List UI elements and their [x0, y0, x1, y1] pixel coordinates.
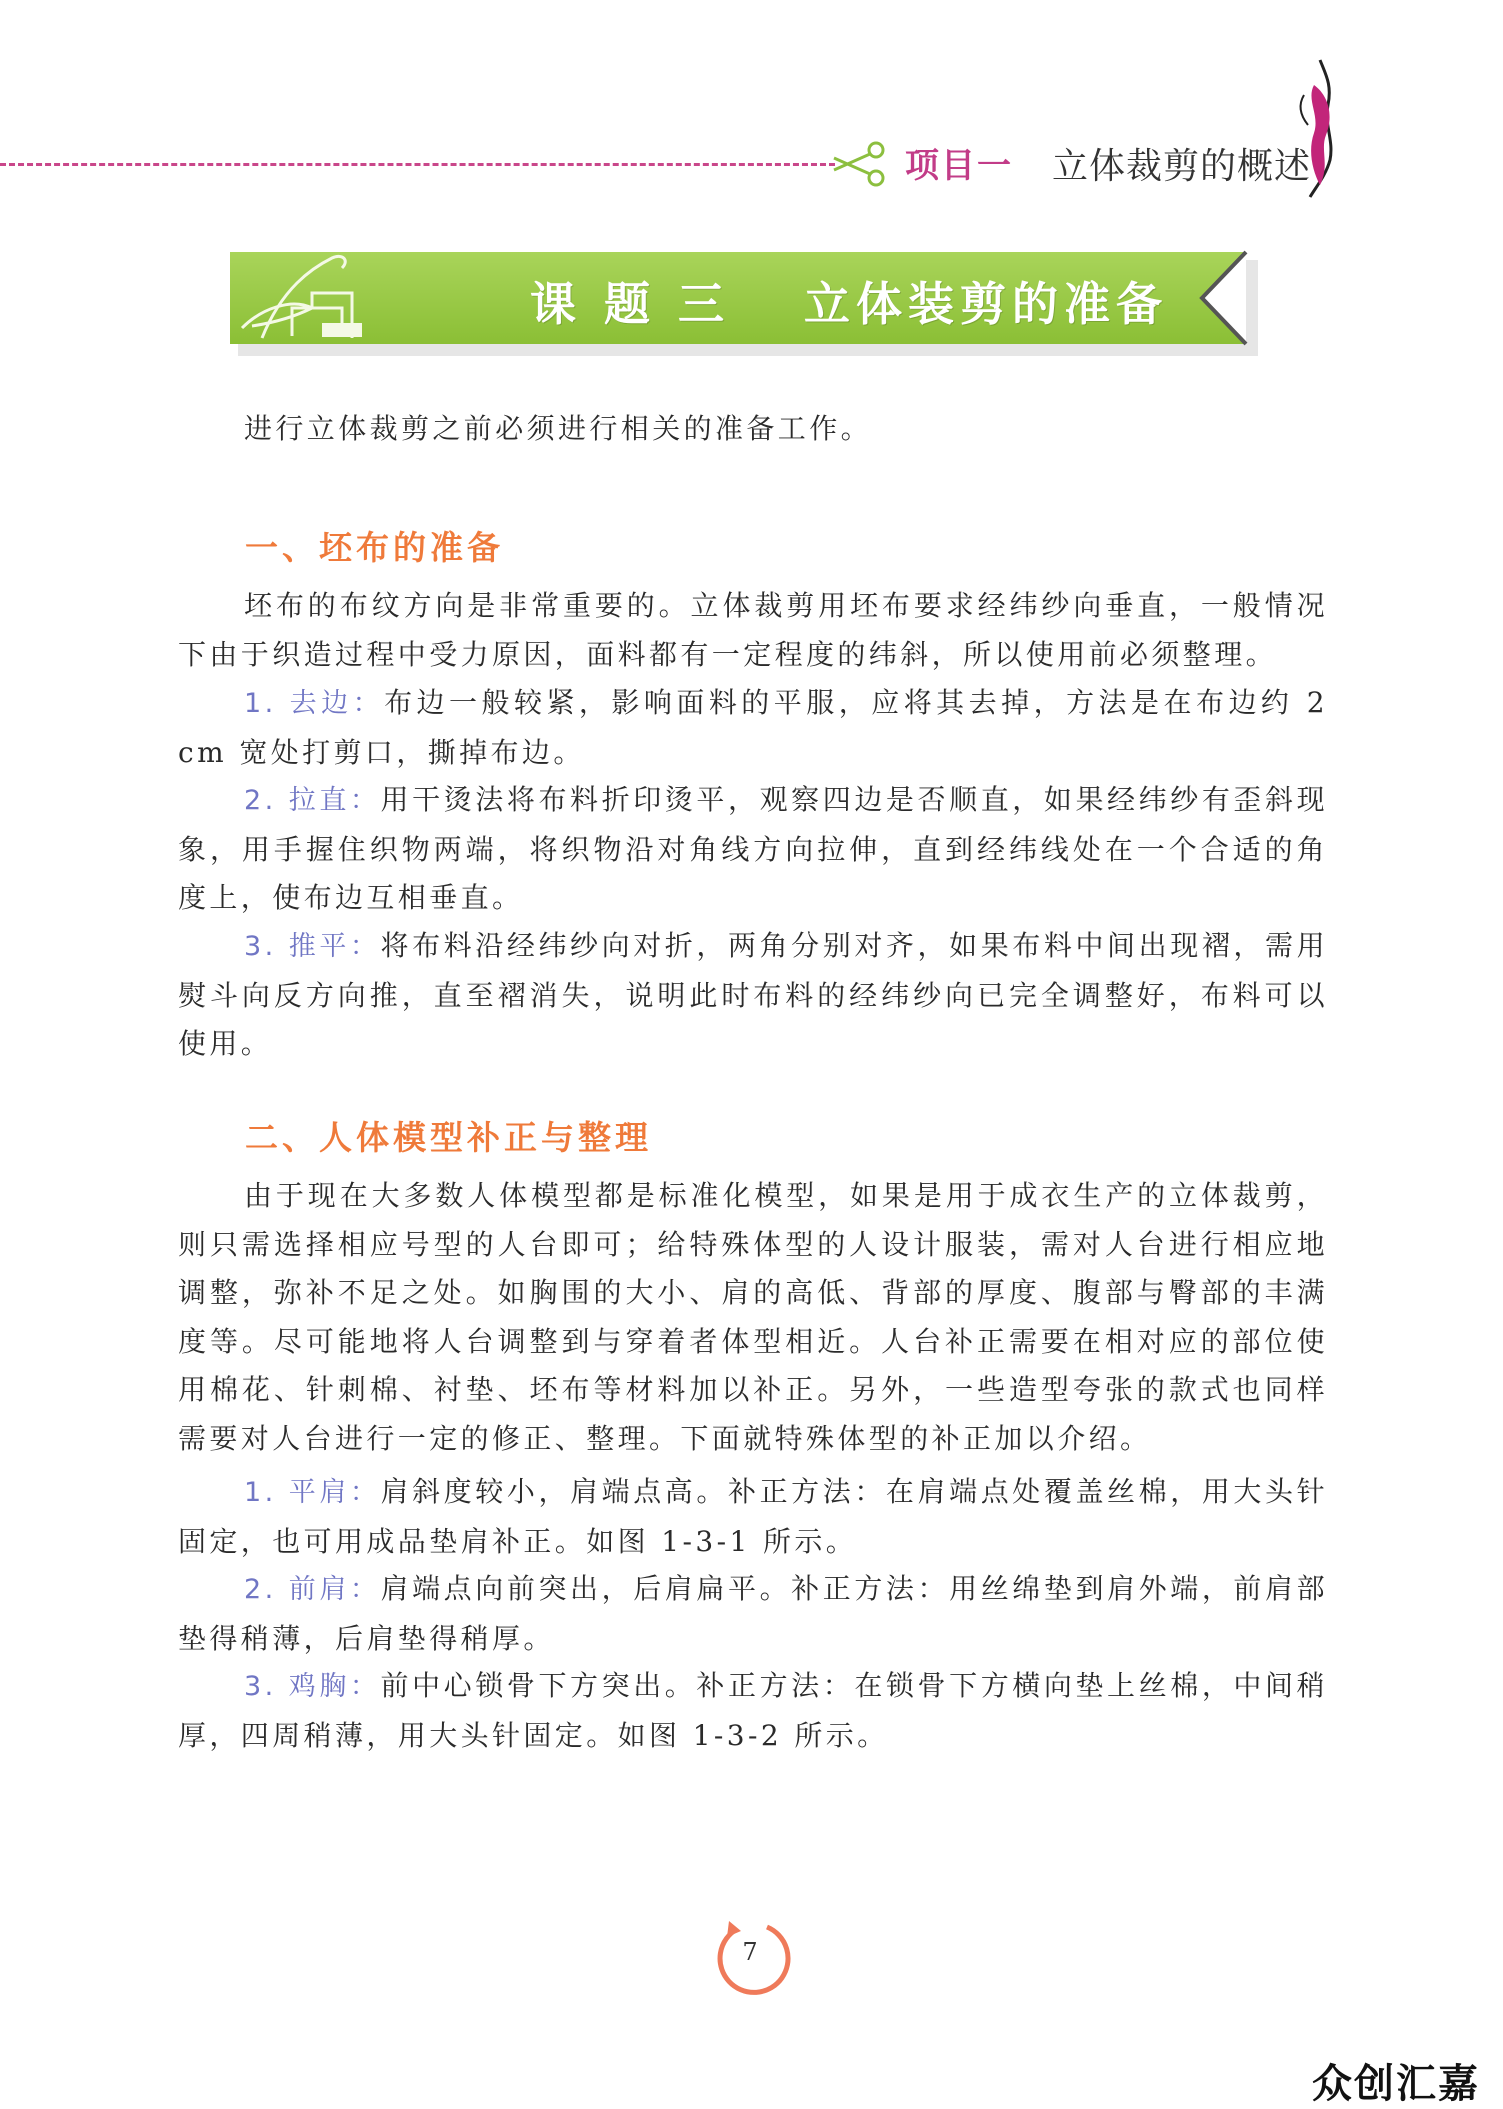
- section-2-heading: 二、人体模型补正与整理: [245, 1118, 652, 1157]
- item-text: 肩斜度较小，肩端点高。补正方法：在肩端点处覆盖丝棉，用大头针固定，也可用成品垫肩补正。如图 1-3-1 所示。: [178, 1475, 1328, 1558]
- section-2-item-2: [178, 1565, 1328, 1663]
- header-dashed-line: [0, 163, 835, 166]
- section-1-paragraph: 坯布的布纹方向是非常重要的。立体裁剪用坯布要求经纬纱向垂直，一般情况下由于织造过程中受力原因，面料都有一定程度的纬斜，所以使用前必须整理。: [178, 589, 1328, 671]
- intro-paragraph: 进行立体裁剪之前必须进行相关的准备工作。: [244, 412, 873, 445]
- item-text: 用干烫法将布料折印烫平，观察四边是否顺直，如果经纬纱有歪斜现象，用手握住织物两端，将织物沿对角线方向拉伸，直到经纬线处在一个合适的角度上，使布边互相垂直。: [178, 783, 1328, 914]
- item-label: 1. 平肩：: [244, 1477, 381, 1508]
- item-label: 3. 推平：: [244, 931, 381, 962]
- item-text: 肩端点向前突出，后肩扁平。补正方法：用丝绵垫到肩外端，前肩部垫得稍薄，后肩垫得稍厚。: [178, 1572, 1328, 1655]
- lesson-title: 课 题 三 立体装剪的准备: [530, 277, 1169, 331]
- item-label: 2. 拉直：: [244, 785, 381, 816]
- section-2-item-3: [178, 1662, 1328, 1760]
- section-1-heading: 一、坯布的准备: [245, 528, 504, 567]
- section-2-paragraph: 由于现在大多数人体模型都是标准化模型，如果是用于成衣生产的立体裁剪，则只需选择相应号型的人台即可；给特殊体型的人设计服装，需对人台进行相应地调整，弥补不足之处。如胸围的大小、肩的高低、背部的厚度、腹部与臀部的丰满度等。尽可能地将人台调整到与穿着者体型相近。人台补正需要在相对应的部位使用棉花、针刺棉、衬垫、坯布等材料加以补正。另外，一些造型夸张的款式也同样需要对人台进行一定的修正、整理。下面就特殊体型的补正加以介绍。: [178, 1179, 1328, 1455]
- watermark: 众创汇嘉: [1312, 2061, 1480, 2107]
- page-number: 7: [742, 1938, 758, 1966]
- section-2-item-1: [178, 1468, 1328, 1566]
- item-label: 1. 去边：: [244, 688, 385, 719]
- item-text: 前中心锁骨下方突出。补正方法：在锁骨下方横向垫上丝棉，中间稍厚，四周稍薄，用大头针固定。如图 1-3-2 所示。: [178, 1669, 1328, 1752]
- sewing-machine-icon: [232, 248, 382, 348]
- header-project-label: 项目一: [905, 146, 1013, 186]
- section-1-item-2: [178, 776, 1328, 923]
- fashion-figure-icon: [1290, 55, 1350, 200]
- item-text: 将布料沿经纬纱向对折，两角分别对齐，如果布料中间出现褶，需用熨斗向反方向推，直至褶消失，说明此时布料的经纬纱向已完全调整好，布料可以使用。: [178, 929, 1328, 1060]
- header-project-title: 立体裁剪的概述: [1052, 146, 1312, 187]
- section-1-item-1: [178, 679, 1328, 777]
- scissors-icon: [830, 140, 890, 188]
- item-label: 3. 鸡胸：: [244, 1671, 381, 1702]
- section-1-item-3: [178, 922, 1328, 1069]
- item-text: 布边一般较紧，影响面料的平服，应将其去掉，方法是在布边约 2 cm 宽处打剪口，撕掉布边。: [178, 686, 1329, 769]
- item-label: 2. 前肩：: [244, 1574, 381, 1605]
